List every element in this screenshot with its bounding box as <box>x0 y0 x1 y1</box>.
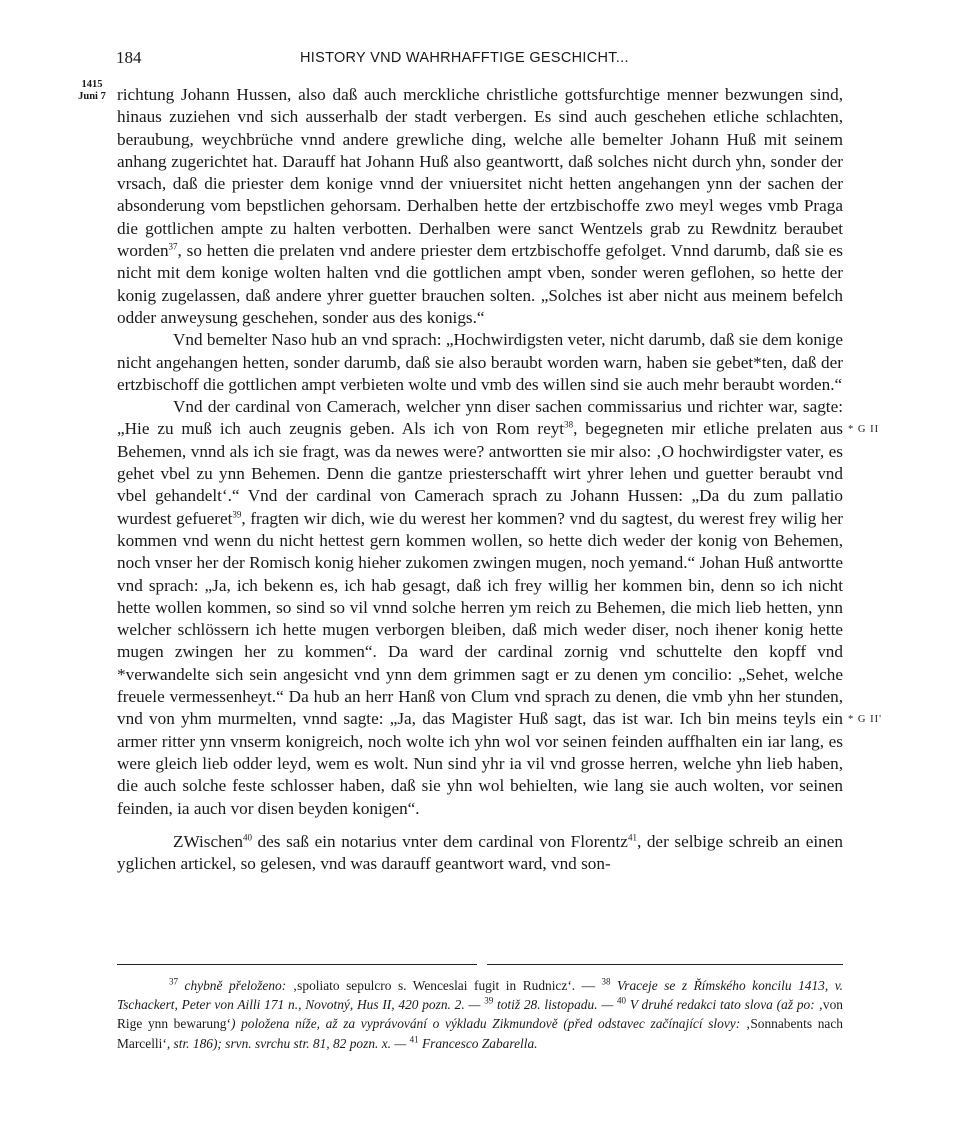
running-title: HISTORY VND WAHRHAFFTIGE GESCHICHT... <box>300 50 629 66</box>
footnote-ref-38: 38 <box>564 419 574 430</box>
footnote-num-40: 40 <box>617 995 627 1006</box>
footnote-block <box>117 976 843 1053</box>
margin-signature-2: * G II' <box>848 714 882 725</box>
main-text <box>117 84 843 875</box>
margin-year: 1415 <box>81 79 103 90</box>
footnote-39-text: totiž 28. listopadu. — <box>493 997 618 1013</box>
margin-day: Juni 7 <box>78 91 106 102</box>
footnote-41-text: Francesco Zabarella. <box>418 1035 538 1051</box>
footnote-40-text-a: V druhé redakci tato slova (až po: <box>626 997 819 1013</box>
footnote-rule-left <box>117 964 477 965</box>
paragraph-1-text-b: , so hetten die prelaten vnd andere priester dem ertzbischoffe gefolget. Vnnd darumb, daß sie es nicht mit dem konige wolten halten vnd die gottlichen ampt vben, sonder weren geflohen, so hette der konig zugelassen, daß andere yhrer guetter brauchen solten. „Solches ist aber nicht aus meinem befelch odder anweysung geschehen, sonder aus des konigs.“ <box>117 241 843 327</box>
footnote-40-text-e: , str. 186); srvn. svrchu str. 81, 82 pozn. x. — <box>166 1035 410 1051</box>
footnote-ref-41: 41 <box>627 832 637 843</box>
footnote-40-quote-1: ‚von Rige ynn bewarung‘ <box>117 997 843 1032</box>
paragraph-3-text-b: , begegneten mir etliche prelaten aus Behemen, vnnd als ich sie fragt, was da newes were? antwortten sie mir also: ‚O hochwirdigster vater, es gehet vbel zu ynn Behemen. Denn die gantze priesterschafft wirt yhrer lehen und guetter beraubt vnd vbel gehandelt‘.“ Vnd der cardinal von Camerach sprach zu Johann Hussen: „Da du zum pallatio wurdest gefueret <box>117 419 843 528</box>
footnote-num-37: 37 <box>169 976 178 987</box>
paragraph-1-text: richtung Johann Hussen, also daß auch merckliche christliche gottsfurchtige menner bezwungen sind, hinaus zuziehen vnd sich ausserhalb der stadt verbergen. Es sind auch geschehen etliche schlachten, beraubung, weychbrüche vnnd andere grewliche ding, welche alle bemelter Johann Huß mit seinem anhang zugerichtet hat. Darauff hat Johann Huß also geantwortt, daß solches nicht durch yhn, sonder der vrsach, daß die priester dem konige vnnd der vniuersitet nicht hetten angehangen ynn der sachen der absonderung vom bepstlichen gehorsam. Derhalben hette der ertzbischoffe zwo meyl weges vmb Praga die gottlichen ampte zu halten verbotten. Derhalben were sanct Wentzels grab zu Rewdnitz beraubet worden <box>117 85 843 261</box>
paragraph-2: Vnd bemelter Naso hub an vnd sprach: „Hochwirdigsten veter, nicht darumb, daß sie dem konige nicht angehangen hetten, sonder darumb, daß sie also beraubt worden warn, haben sie gebet*ten, daß der ertzbischoff die gottlichen ampt verbieten wolte und vmb des willen sind sie auch mehr beraubt worden.“ <box>117 330 843 394</box>
footnote-ref-40: 40 <box>242 832 252 843</box>
paragraph-4-text-c: , der selbige schreib an einen yglichen artickel, so gelesen, vnd was darauff geantwort ward, vnd son- <box>117 831 843 874</box>
footnote-37-text: ‚spoliato sepulcro s. Wenceslai fugit in Rudnicz‘. — <box>286 978 602 993</box>
page-number: 184 <box>116 48 142 67</box>
paragraph-3 <box>117 396 843 820</box>
footnote-38-text: Vraceje se z Římského koncilu 1413, v. Tschackert, Peter von Ailli 171 n., Novotný, Hus II, 420 pozn. 2. — <box>117 978 843 1013</box>
paragraph-4 <box>117 831 843 876</box>
footnote-37-italic: chybně přeloženo: <box>184 978 287 993</box>
footnote-40-quote-2: ‚Sonnabents nach Marcelli‘ <box>117 1016 843 1051</box>
paragraph-1 <box>117 84 843 329</box>
paragraph-3-text-c: , fragten wir dich, wie du werest her kommen? vnd du sagtest, du werest frey wilig her kommen vnd wenn du nicht hettest gern kommen wollen, so hette dich weder der konig von Behemen, noch vnser her der Romisch konig hieher zukomen zwingen mugen, noch yemand.“ Johan Huß antwortte vnd sprach: „Ja, ich bekenn es, ich hab gesagt, daß ich frey willig her kommen bin, denn so ich nicht hette wollen kommen, so sind so vil vnnd solche herren ym reich zu Behemen, die mich lieb hetten, ynn welcher schlössern ich hette mugen verborgen bleiben, daß mich weder diser, noch ihener konig hette mugen zwingen her zu kommen“. Da ward der cardinal zornig vnd schuttelte den kopff vnd *verwandelte sich sein angesicht vnd ynn dem grimmen sagt er zu denen ym concilio: „Sehet, welche freuele vermessenheyt.“ Da hub an herr Hanß von Clum vnd sprach zu denen, die vmb yhn her stunden, vnd von yhm murmelten, vnnd sagte: „Ja, das Magister Huß sagt, das ist war. Ich bin meins teyls ein armer ritter ynn vnserm konigreich, noch wolte ich yhn wol vor seinen feinden auffhalten ein iar lang, es were gleich lieb odder leyd, wem es wolt. Nun sind yhr ia vil vnd grosse herren, welche yhn lieb haben, die auch solche feste schlosser haben, daß sie yhn wol behielten, wie lang sie auch wolten, vor seinen feinden, ia auch vor disen beyden konigen“. <box>117 508 843 818</box>
footnote-ref-39: 39 <box>232 508 242 519</box>
paragraph-4-text-b: des saß ein notarius vnter dem cardinal von Florentz <box>251 831 628 851</box>
footnotes <box>117 976 843 1053</box>
footnote-ref-37: 37 <box>168 241 178 252</box>
margin-signature-1: * G II <box>848 424 880 435</box>
footnote-40-text-c: ) položena níže, až za vyprávování o výkladu Zikmundově (před odstavec začínající slovy: <box>230 1016 746 1032</box>
paragraph-4-text-a: ZWischen <box>173 831 243 851</box>
footnote-num-41: 41 <box>409 1034 419 1045</box>
footnote-rule-right <box>487 964 843 965</box>
footnote-num-39: 39 <box>484 995 494 1006</box>
paragraph-3-text-a: Vnd der cardinal von Camerach, welcher ynn diser sachen commissarius und richter war, sagte: „Hie zu muß ich auch zeugnis geben. Als ich von Rom reyt <box>117 397 843 439</box>
footnote-num-38: 38 <box>601 976 611 987</box>
margin-date <box>70 79 114 103</box>
